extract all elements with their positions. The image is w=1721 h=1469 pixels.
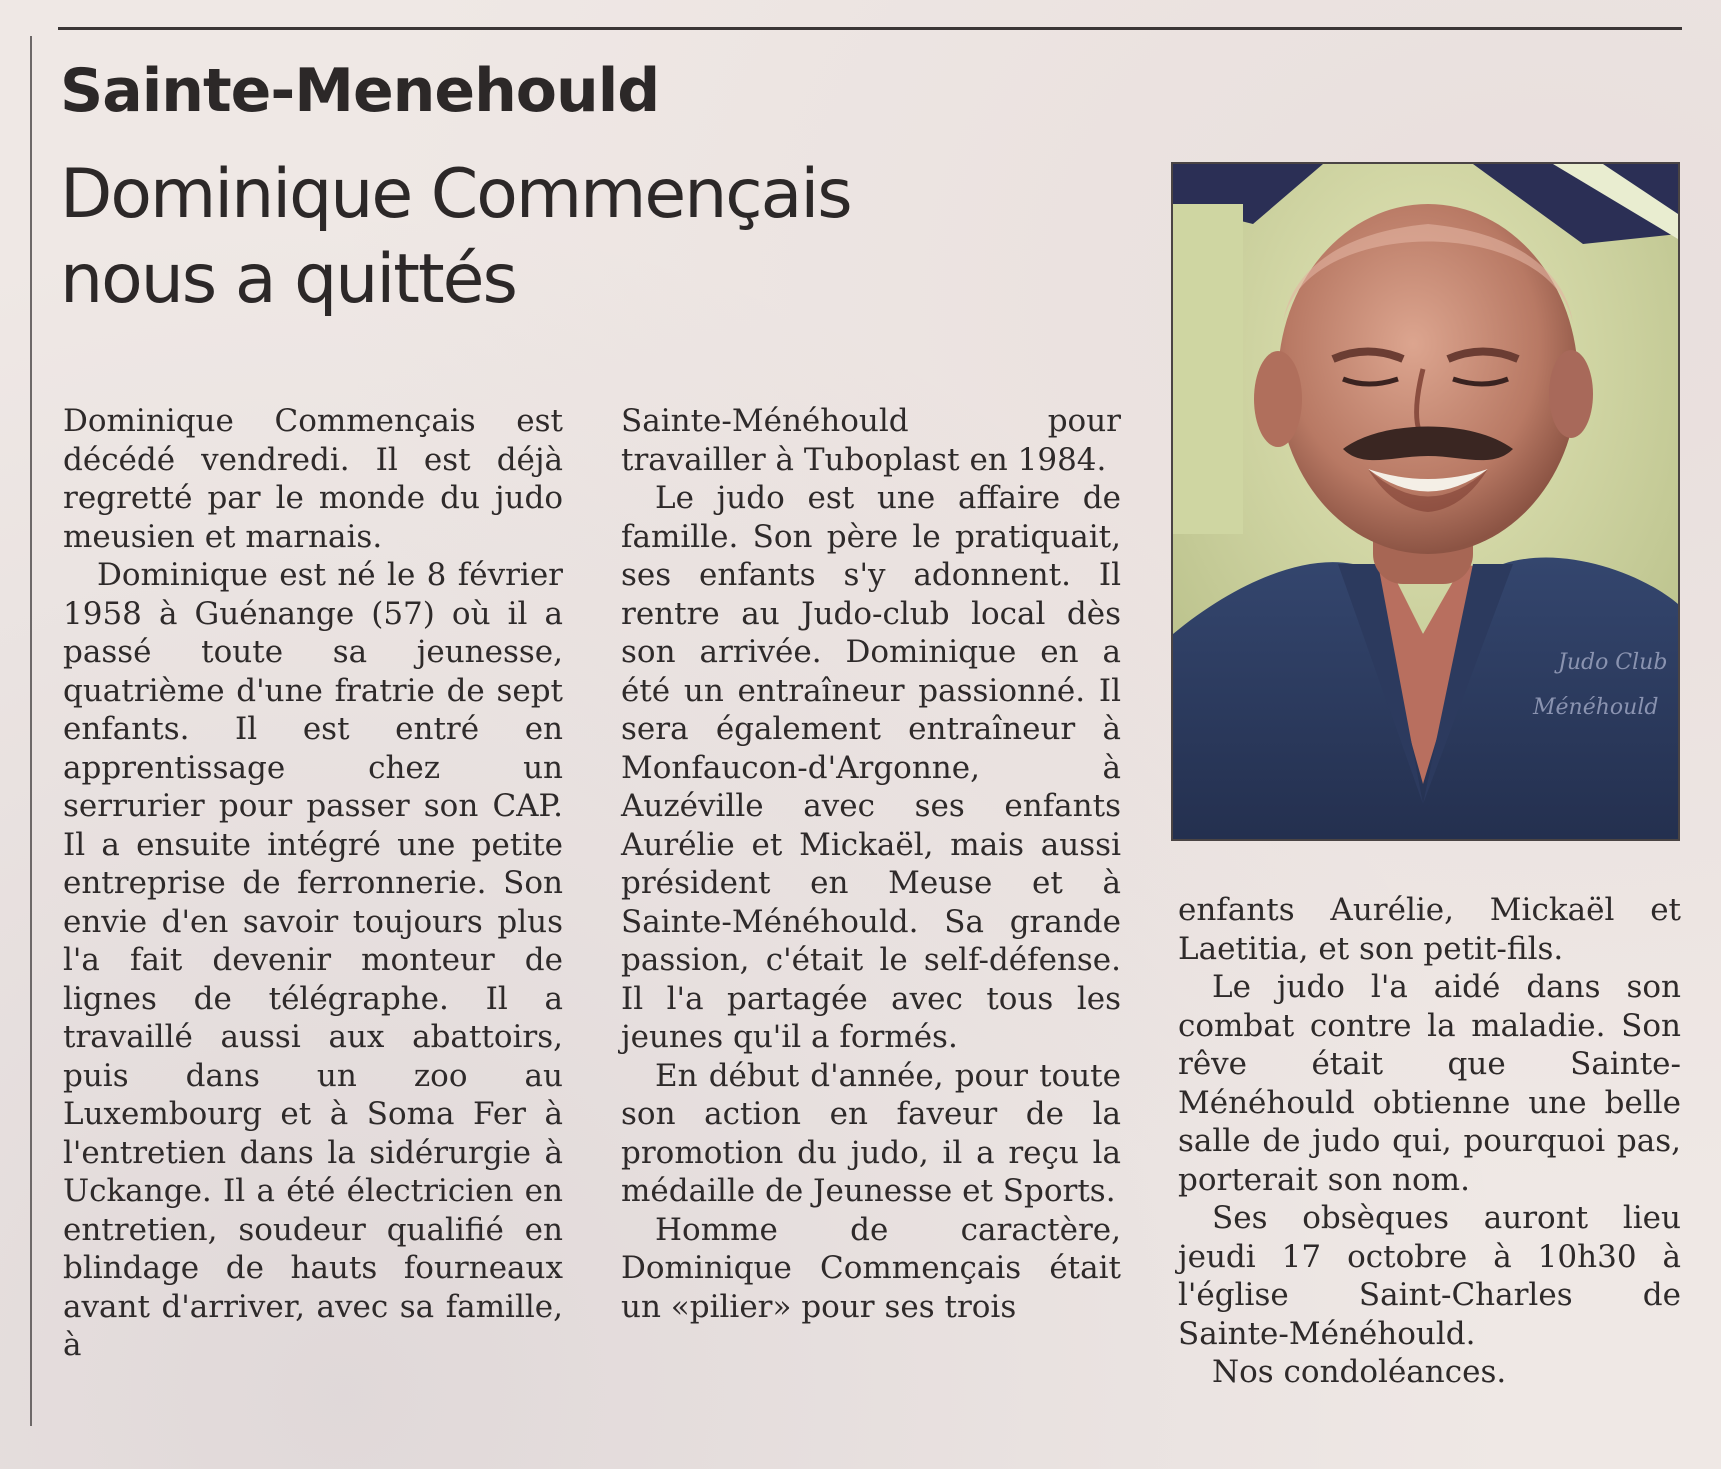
article-column-1 <box>63 402 563 1365</box>
article-headline <box>60 152 1140 322</box>
paragraph: Sainte-Ménéhould pour travailler à Tuboplast en 1984. <box>621 403 1121 478</box>
top-rule <box>58 27 1682 30</box>
paragraph: En début d'année, pour toute son action en faveur de la promotion du judo, il a reçu la médaille de Jeunesse et Sports. <box>621 1057 1121 1209</box>
article-column-3 <box>1178 891 1681 1392</box>
portrait-photo <box>1171 162 1680 841</box>
paragraph: Le judo l'a aidé dans son combat contre la maladie. Son rêve était que Sainte-Ménéhould obtienne une belle salle de judo qui, pourquoi pas, porterait son nom. <box>1178 969 1681 1198</box>
jacket-embroidery-line-1: Judo Club <box>1558 650 1668 675</box>
jacket-embroidery-line-2: Ménéhould <box>1533 695 1659 720</box>
paragraph: Ses obsèques auront lieu jeudi 17 octobre à 10h30 à l'église Saint-Charles de Sainte-Ménéhould. <box>1178 1200 1681 1352</box>
paragraph: Nos condoléances. <box>1212 1354 1507 1390</box>
article-kicker: Sainte-Menehould <box>60 56 660 126</box>
column-rule <box>30 36 32 1426</box>
article-column-2 <box>621 402 1121 1326</box>
paragraph: enfants Aurélie, Mickaël et Laetitia, et son petit-fils. <box>1178 892 1681 967</box>
headline-line-1: Dominique Commençais <box>60 155 851 234</box>
paragraph: Homme de caractère, Dominique Commençais était un «pilier» pour ses trois <box>621 1211 1121 1325</box>
headline-line-2: nous a quittés <box>60 240 516 319</box>
portrait-illustration <box>1173 164 1678 839</box>
paragraph: Dominique Commençais est décédé vendredi. Il est déjà regretté par le monde du judo meusien et marnais. <box>63 403 563 555</box>
paragraph: Le judo est une affaire de famille. Son père le pratiquait, ses enfants s'y adonnent. Il rentre au Judo-club local dès son arrivée. Dominique en a été un entraîneur passionné. Il sera également entraîneur à Monfaucon-d'Argonne, à Auzéville avec ses enfants Aurélie et Mickaël, mais aussi président en Meuse et à Sainte-Ménéhould. Sa grande passion, c'était le self-défense. Il l'a partagée avec tous les jeunes qu'il a formés. <box>621 480 1121 1055</box>
paragraph: Dominique est né le 8 février 1958 à Guénange (57) où il a passé toute sa jeunesse, quatrième d'une fratrie de sept enfants. Il est entré en apprentissage chez un serrurier pour passer son CAP. Il a ensuite intégré une petite entreprise de ferronnerie. Son envie d'en savoir toujours plus l'a fait devenir monteur de lignes de télégraphe. Il a travaillé aussi aux abattoirs, puis dans un zoo au Luxembourg et à Soma Fer à l'entretien dans la sidérurgie à Uckange. Il a été électricien en entretien, soudeur qualifié en blindage de hauts fourneaux avant d'arriver, avec sa famille, à <box>63 557 563 1363</box>
